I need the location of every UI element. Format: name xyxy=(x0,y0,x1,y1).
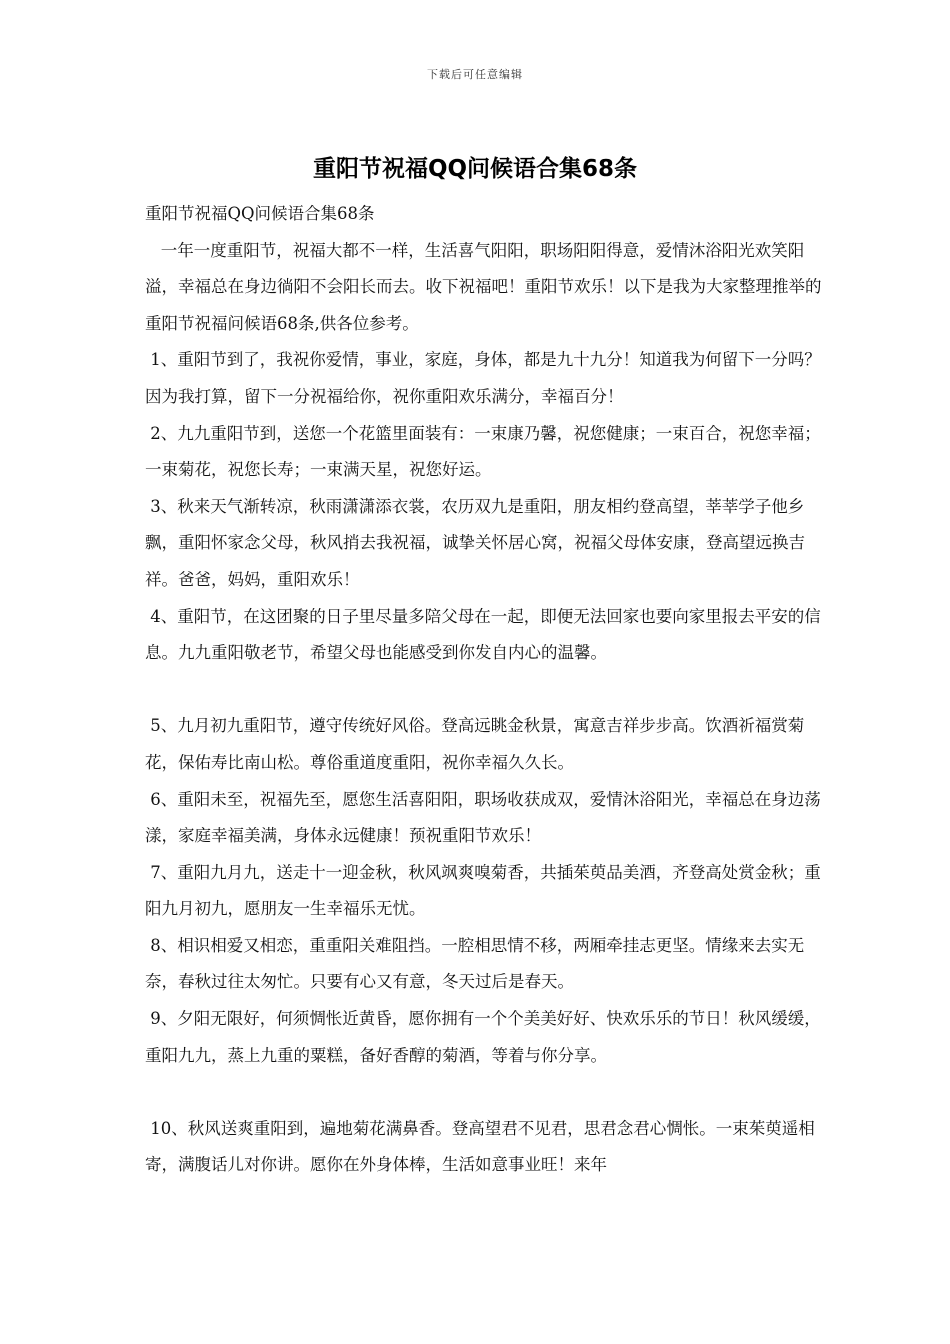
greeting-item-9: 9、夕阳无限好，何须惆怅近黄昏，愿你拥有一个个美美好好、快欢乐乐的节日！秋风缓缓，重阳九九，蒸上九重的粟糕，备好香醇的菊酒，等着与你分享。 xyxy=(145,1009,821,1065)
greeting-item-3: 3、秋来天气渐转凉，秋雨潇潇添衣裳，农历双九是重阳，朋友相约登高望，莘莘学子他乡飘，重阳怀家念父母，秋风捎去我祝福，诚挚关怀居心窝，祝福父母体安康，登高望远换吉祥。爸爸，妈妈，重阳欢乐！ xyxy=(145,496,805,589)
subtitle-paragraph: 重阳节祝福QQ问候语合集68条 xyxy=(145,204,375,223)
greeting-item-4: 4、重阳节，在这团聚的日子里尽量多陪父母在一起，即便无法回家也要向家里报去平安的信息。九九重阳敬老节，希望父母也能感受到你发自内心的温馨。 xyxy=(145,606,821,663)
intro-paragraph: 一年一度重阳节，祝福大都不一样，生活喜气阳阳，职场阳阳得意，爱情沐浴阳光欢笑阳溢，幸福总在身边徜阳不会阳长而去。收下祝福吧！重阳节欢乐！以下是我为大家整理推举的重阳节祝福问候语68条,供各位参考。 xyxy=(145,240,822,333)
greeting-item-10: 10、秋风送爽重阳到，遍地菊花满鼻香。登高望君不见君，思君念君心惆怅。一束茱萸遥相寄，满腹话儿对你讲。愿你在外身体棒，生活如意事业旺！来年 xyxy=(145,1118,815,1175)
greeting-item-6: 6、重阳未至，祝福先至，愿您生活喜阳阳，职场收获成双，爱情沐浴阳光，幸福总在身边荡漾，家庭幸福美满，身体永远健康！预祝重阳节欢乐！ xyxy=(145,789,821,846)
greeting-item-2: 2、九九重阳节到，送您一个花篮里面装有：一束康乃馨，祝您健康；一束百合，祝您幸福；一束菊花，祝您长寿；一束满天星，祝您好运。 xyxy=(145,423,821,480)
greeting-item-7: 7、重阳九月九，送走十一迎金秋，秋风飒爽嗅菊香，共插茱萸品美酒，齐登高处赏金秋；重阳九月初九，愿朋友一生幸福乐无忧。 xyxy=(145,862,821,919)
document-title: 重阳节祝福QQ问候语合集68条 xyxy=(312,156,638,182)
greeting-item-1: 1、重阳节到了，我祝你爱情，事业，家庭，身体，都是九十九分！知道我为何留下一分吗？因为我打算，留下一分祝福给你，祝你重阳欢乐满分，幸福百分！ xyxy=(145,350,821,406)
greeting-item-8: 8、相识相爱又相恋，重重阳关难阻挡。一腔相思情不移，两厢牵挂志更坚。情缘来去实无奈，春秋过往太匆忙。只要有心又有意，冬天过后是春天。 xyxy=(145,935,805,992)
document-body xyxy=(145,196,825,1184)
greeting-item-5: 5、九月初九重阳节，遵守传统好风俗。登高远眺金秋景，寓意吉祥步步高。饮酒祈福赏菊花，保佑寿比南山松。尊俗重道度重阳，祝你幸福久久长。 xyxy=(145,716,805,772)
page-header-note: 下载后可任意编辑 xyxy=(427,68,523,81)
blank-line xyxy=(145,672,825,709)
blank-line xyxy=(145,1074,825,1111)
